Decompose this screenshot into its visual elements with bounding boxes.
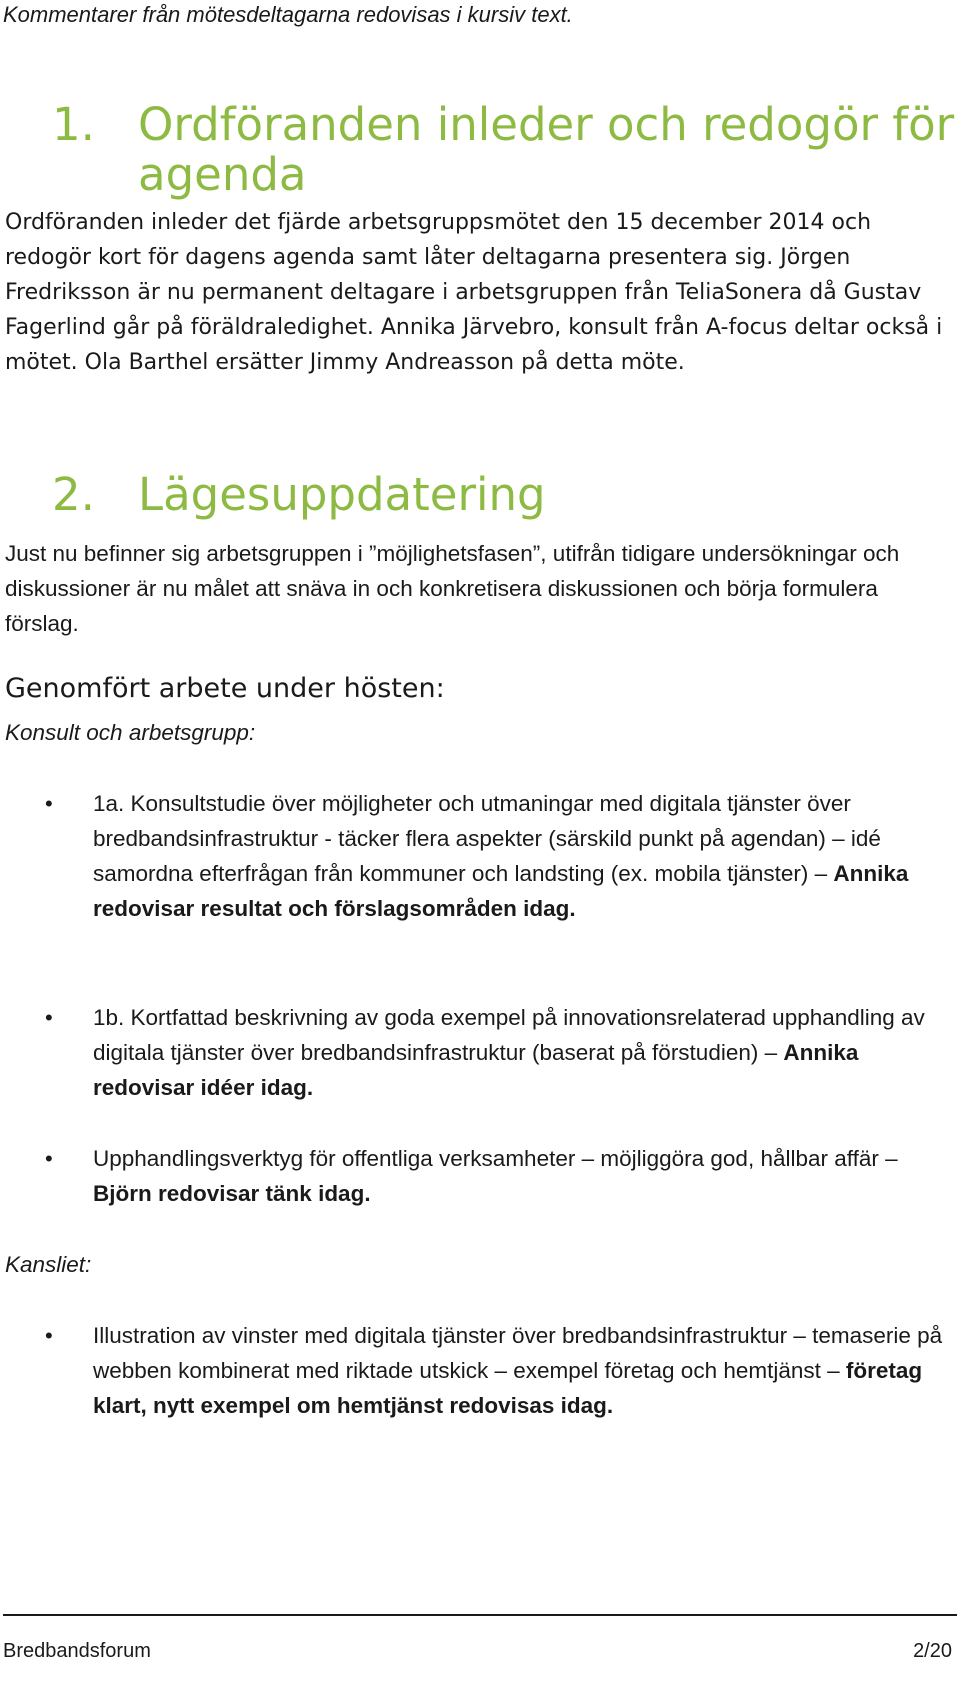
list-item-text: Illustration av vinster med digitala tjänster över bredbandsinfrastruktur – temaserie på webben kombinerat med riktade utskick – exempel företag och hemtjänst – — [93, 1323, 943, 1383]
list-item-bold: Annika redovisar idéer idag. — [93, 1040, 859, 1100]
section2-paragraph: Just nu befinner sig arbetsgruppen i ”möjlighetsfasen”, utifrån tidigare undersökningar och diskussioner är nu målet att snäva in och konkretisera diskussionen och börja formulera förslag. — [5, 541, 900, 636]
intro-note: Kommentarer från mötesdeltagarna redovisas i kursiv text. — [3, 2, 573, 27]
section2-number: 2. — [52, 468, 95, 521]
list-item-bold: Annika redovisar resultat och förslagsområden idag. — [93, 861, 909, 921]
list-item-bold: företag klart, nytt exempel om hemtjänst redovisas idag. — [93, 1358, 923, 1418]
group1-label: Konsult och arbetsgrupp: — [5, 720, 256, 745]
list-item — [93, 1318, 955, 1423]
section2-title: Lägesuppdatering — [138, 468, 546, 521]
section1-paragraph: Ordföranden inleder det fjärde arbetsgruppsmötet den 15 december 2014 och redogör kort för dagens agenda samt låter deltagarna presentera sig. Jörgen Fredriksson är nu permanent deltagare i arbetsgruppen från TeliaSonera då Gustav Fagerlind går på föräldraledighet. Annika Järvebro, konsult från A-focus deltar också i mötet. Ola Barthel ersätter Jimmy Andreasson på detta möte. — [5, 210, 943, 375]
section1-number: 1. — [52, 98, 95, 151]
bullet-icon: • — [45, 1323, 53, 1348]
bullet-icon: • — [45, 1005, 53, 1030]
list-item-text: 1a. Konsultstudie över möjligheter och utmaningar med digitala tjänster över bredbandsinfrastruktur - täcker flera aspekter (särskild punkt på agendan) – idé samordna efterfrågan från kommuner och landsting (ex. mobila tjänster) – — [93, 791, 881, 886]
list-item — [93, 786, 955, 926]
list-item-bold: Björn redovisar tänk idag. — [93, 1181, 371, 1206]
bullet-icon: • — [45, 1146, 53, 1171]
list-item — [93, 1000, 955, 1105]
list-item — [93, 1141, 955, 1211]
footer-org: Bredbandsforum — [3, 1640, 151, 1662]
list-item-text: Upphandlingsverktyg för offentliga verksamheter – möjliggöra god, hållbar affär – — [93, 1146, 898, 1171]
group2-label: Kansliet: — [5, 1252, 92, 1277]
section1-title: Ordföranden inleder och redogör för agenda — [138, 98, 955, 201]
footer-divider — [3, 1614, 957, 1616]
work-heading: Genomfört arbete under hösten: — [5, 673, 445, 704]
list-item-text: 1b. Kortfattad beskrivning av goda exempel på innovationsrelaterad upphandling av digitala tjänster över bredbandsinfrastruktur (baserat på förstudien) – — [93, 1005, 925, 1065]
page-number: 2/20 — [913, 1640, 952, 1662]
bullet-icon: • — [45, 791, 53, 816]
